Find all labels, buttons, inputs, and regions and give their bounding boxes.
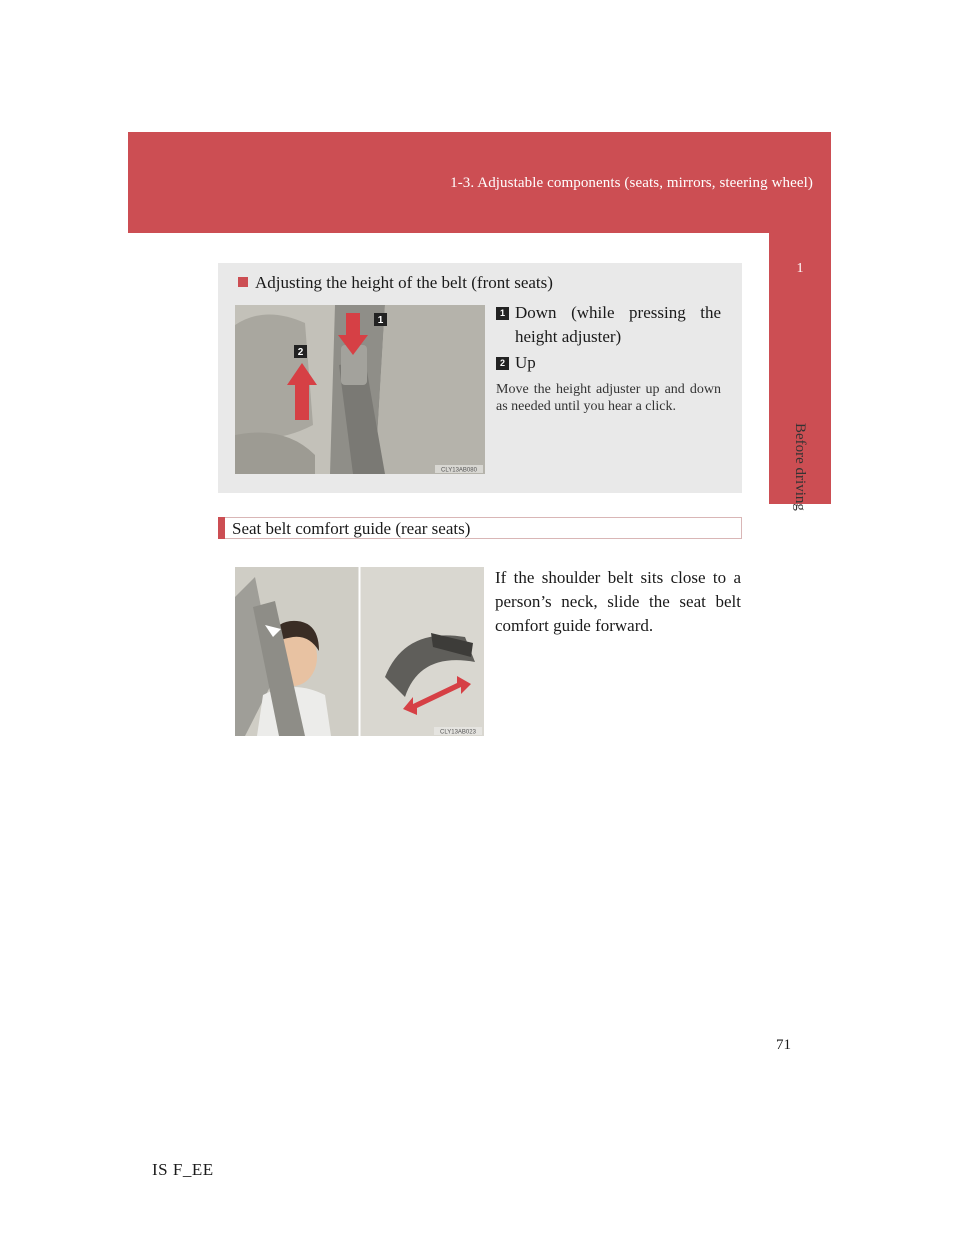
belt-height-illustration xyxy=(235,305,485,474)
footer-code: IS F_EE xyxy=(152,1160,214,1179)
callout-2: 2 xyxy=(297,347,304,358)
section-title: 1-3. Adjustable components (seats, mirrors, steering wheel) xyxy=(450,175,813,191)
height-adjust-box xyxy=(218,263,742,493)
comfort-guide-illustration xyxy=(235,567,484,736)
step-number-icon: 1 xyxy=(496,307,509,320)
height-adjust-heading: Adjusting the height of the belt (front seats) xyxy=(238,273,553,293)
image-code-2: CLY13AB023 xyxy=(440,729,476,736)
callout-1: 1 xyxy=(377,315,384,326)
step-number-icon: 2 xyxy=(496,357,509,370)
comfort-guide-body: If the shoulder belt sits close to a person’s neck, slide the seat belt comfort guide forward. xyxy=(495,568,741,635)
chapter-label: Before driving xyxy=(792,423,808,511)
image-code-1: CLY13AB080 xyxy=(441,467,477,474)
list-item xyxy=(496,351,721,375)
heading-bullet-icon xyxy=(238,277,248,287)
header-band xyxy=(128,132,831,233)
adjust-steps xyxy=(496,301,721,415)
chapter-label-wrap xyxy=(768,423,832,573)
heading-accent xyxy=(218,517,225,539)
adjust-note: Move the height adjuster up and down as needed until you hear a click. xyxy=(496,382,721,414)
page-number: 71 xyxy=(776,1037,791,1053)
comfort-guide-heading-bar xyxy=(218,517,742,539)
step-text: Up xyxy=(515,353,536,372)
step-text: Down (while pressing the height adjuster) xyxy=(515,303,721,346)
chapter-number: 1 xyxy=(796,261,804,276)
comfort-guide-heading: Seat belt comfort guide (rear seats) xyxy=(232,519,471,538)
list-item xyxy=(496,301,721,349)
